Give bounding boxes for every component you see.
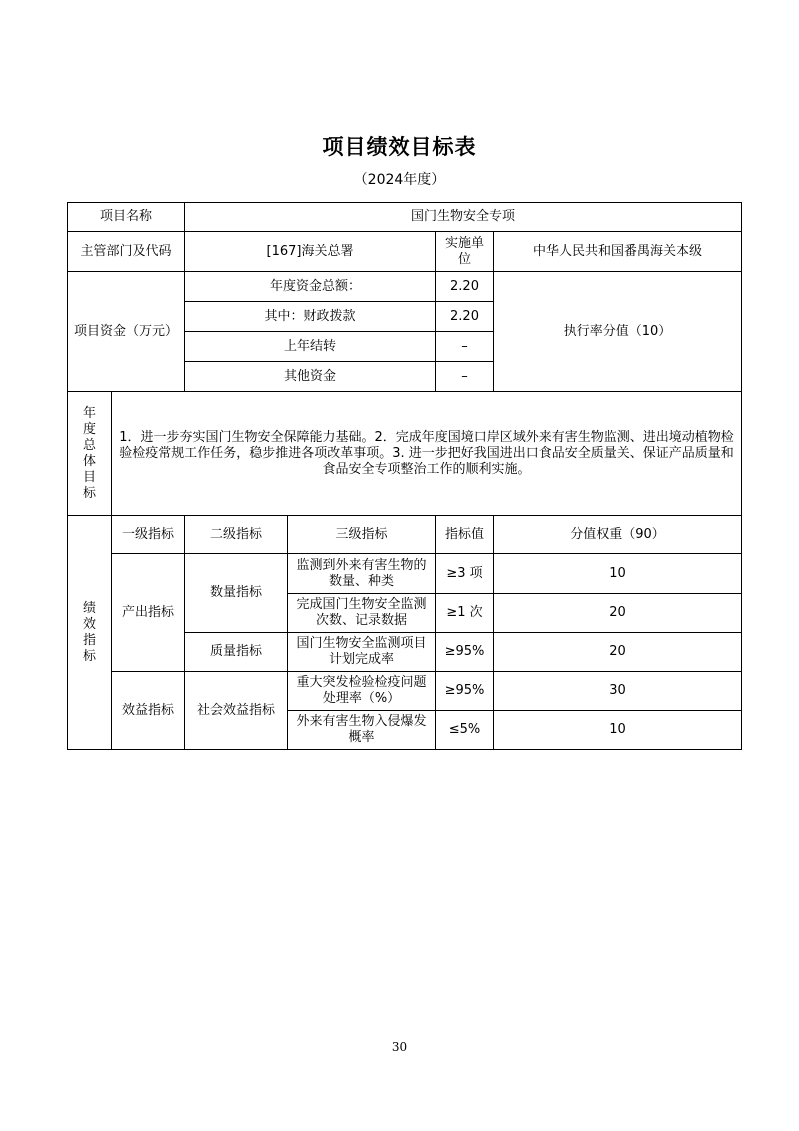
document-year: （2024年度） [353,172,446,188]
funds-carryover-value: – [436,332,494,362]
funds-carryover-label: 上年结转 [185,332,436,362]
project-name-value: 国门生物安全专项 [185,203,742,232]
indicator-row [68,554,742,594]
indicator-name: 完成国门生物安全监测次数、记录数据 [288,594,436,633]
header-weight: 分值权重（90） [494,516,742,554]
indicator-value: ≥3 项 [436,554,494,594]
indicator-value: ≥1 次 [436,594,494,633]
department-label: 主管部门及代码 [68,232,185,272]
implementer-label: 实施单位 [436,232,494,272]
project-name-label: 项目名称 [68,203,185,232]
annual-goal-text: 1．进一步夯实国门生物安全保障能力基础。2．完成年度国境口岸区域外来有害生物监测、进出境动植物检验检疫常规工作任务，稳步推进各项改革事项。3. 进一步把好我国进出口食品安全质量关、保证产品质量和食品安全专项整治工作的顺利实施。 [112,392,742,516]
indicator-name: 国门生物安全监测项目计划完成率 [288,633,436,672]
funds-total-value: 2.20 [436,272,494,302]
department-value: [167]海关总署 [185,232,436,272]
funds-total-label: 年度资金总额： [185,272,436,302]
row-department [68,232,742,272]
social-benefit-indicator-label: 社会效益指标 [185,672,288,750]
header-value: 指标值 [436,516,494,554]
funds-label: 项目资金（万元） [68,272,185,392]
execution-rate-label: 执行率分值（10） [494,272,742,392]
quantity-indicator-label: 数量指标 [185,554,288,633]
indicator-weight: 20 [494,594,742,633]
indicator-value: ≥95% [436,633,494,672]
document-title: 项目绩效目标表 [322,135,477,159]
funds-other-value: – [436,362,494,392]
header-level2: 二级指标 [185,516,288,554]
annual-goal-label [68,392,112,516]
indicator-value: ≥95% [436,672,494,711]
header-level3: 三级指标 [288,516,436,554]
row-indicator-header [68,516,742,554]
implementer-value: 中华人民共和国番禺海关本级 [494,232,742,272]
funds-fiscal-value: 2.20 [436,302,494,332]
funds-other-label: 其他资金 [185,362,436,392]
output-indicator-label: 产出指标 [112,554,185,672]
indicator-row [68,672,742,711]
row-project-name [68,203,742,232]
indicator-weight: 30 [494,672,742,711]
indicators-label-text: 绩效指标 [82,600,96,664]
performance-table [67,202,742,750]
indicator-name: 外来有害生物入侵爆发概率 [288,711,436,750]
indicator-weight: 10 [494,711,742,750]
row-annual-goal [68,392,742,516]
page-number: 30 [391,1040,408,1054]
indicator-name: 监测到外来有害生物的数量、种类 [288,554,436,594]
header-level1: 一级指标 [112,516,185,554]
indicators-label [68,516,112,750]
indicator-value: ≤5% [436,711,494,750]
benefit-indicator-label: 效益指标 [112,672,185,750]
quality-indicator-label: 质量指标 [185,633,288,672]
row-funds-total [68,272,742,302]
indicator-name: 重大突发检验检疫问题处理率（%） [288,672,436,711]
indicator-weight: 10 [494,554,742,594]
annual-goal-label-text: 年度总体目标 [82,405,96,501]
funds-fiscal-label: 其中：财政拨款 [185,302,436,332]
indicator-weight: 20 [494,633,742,672]
